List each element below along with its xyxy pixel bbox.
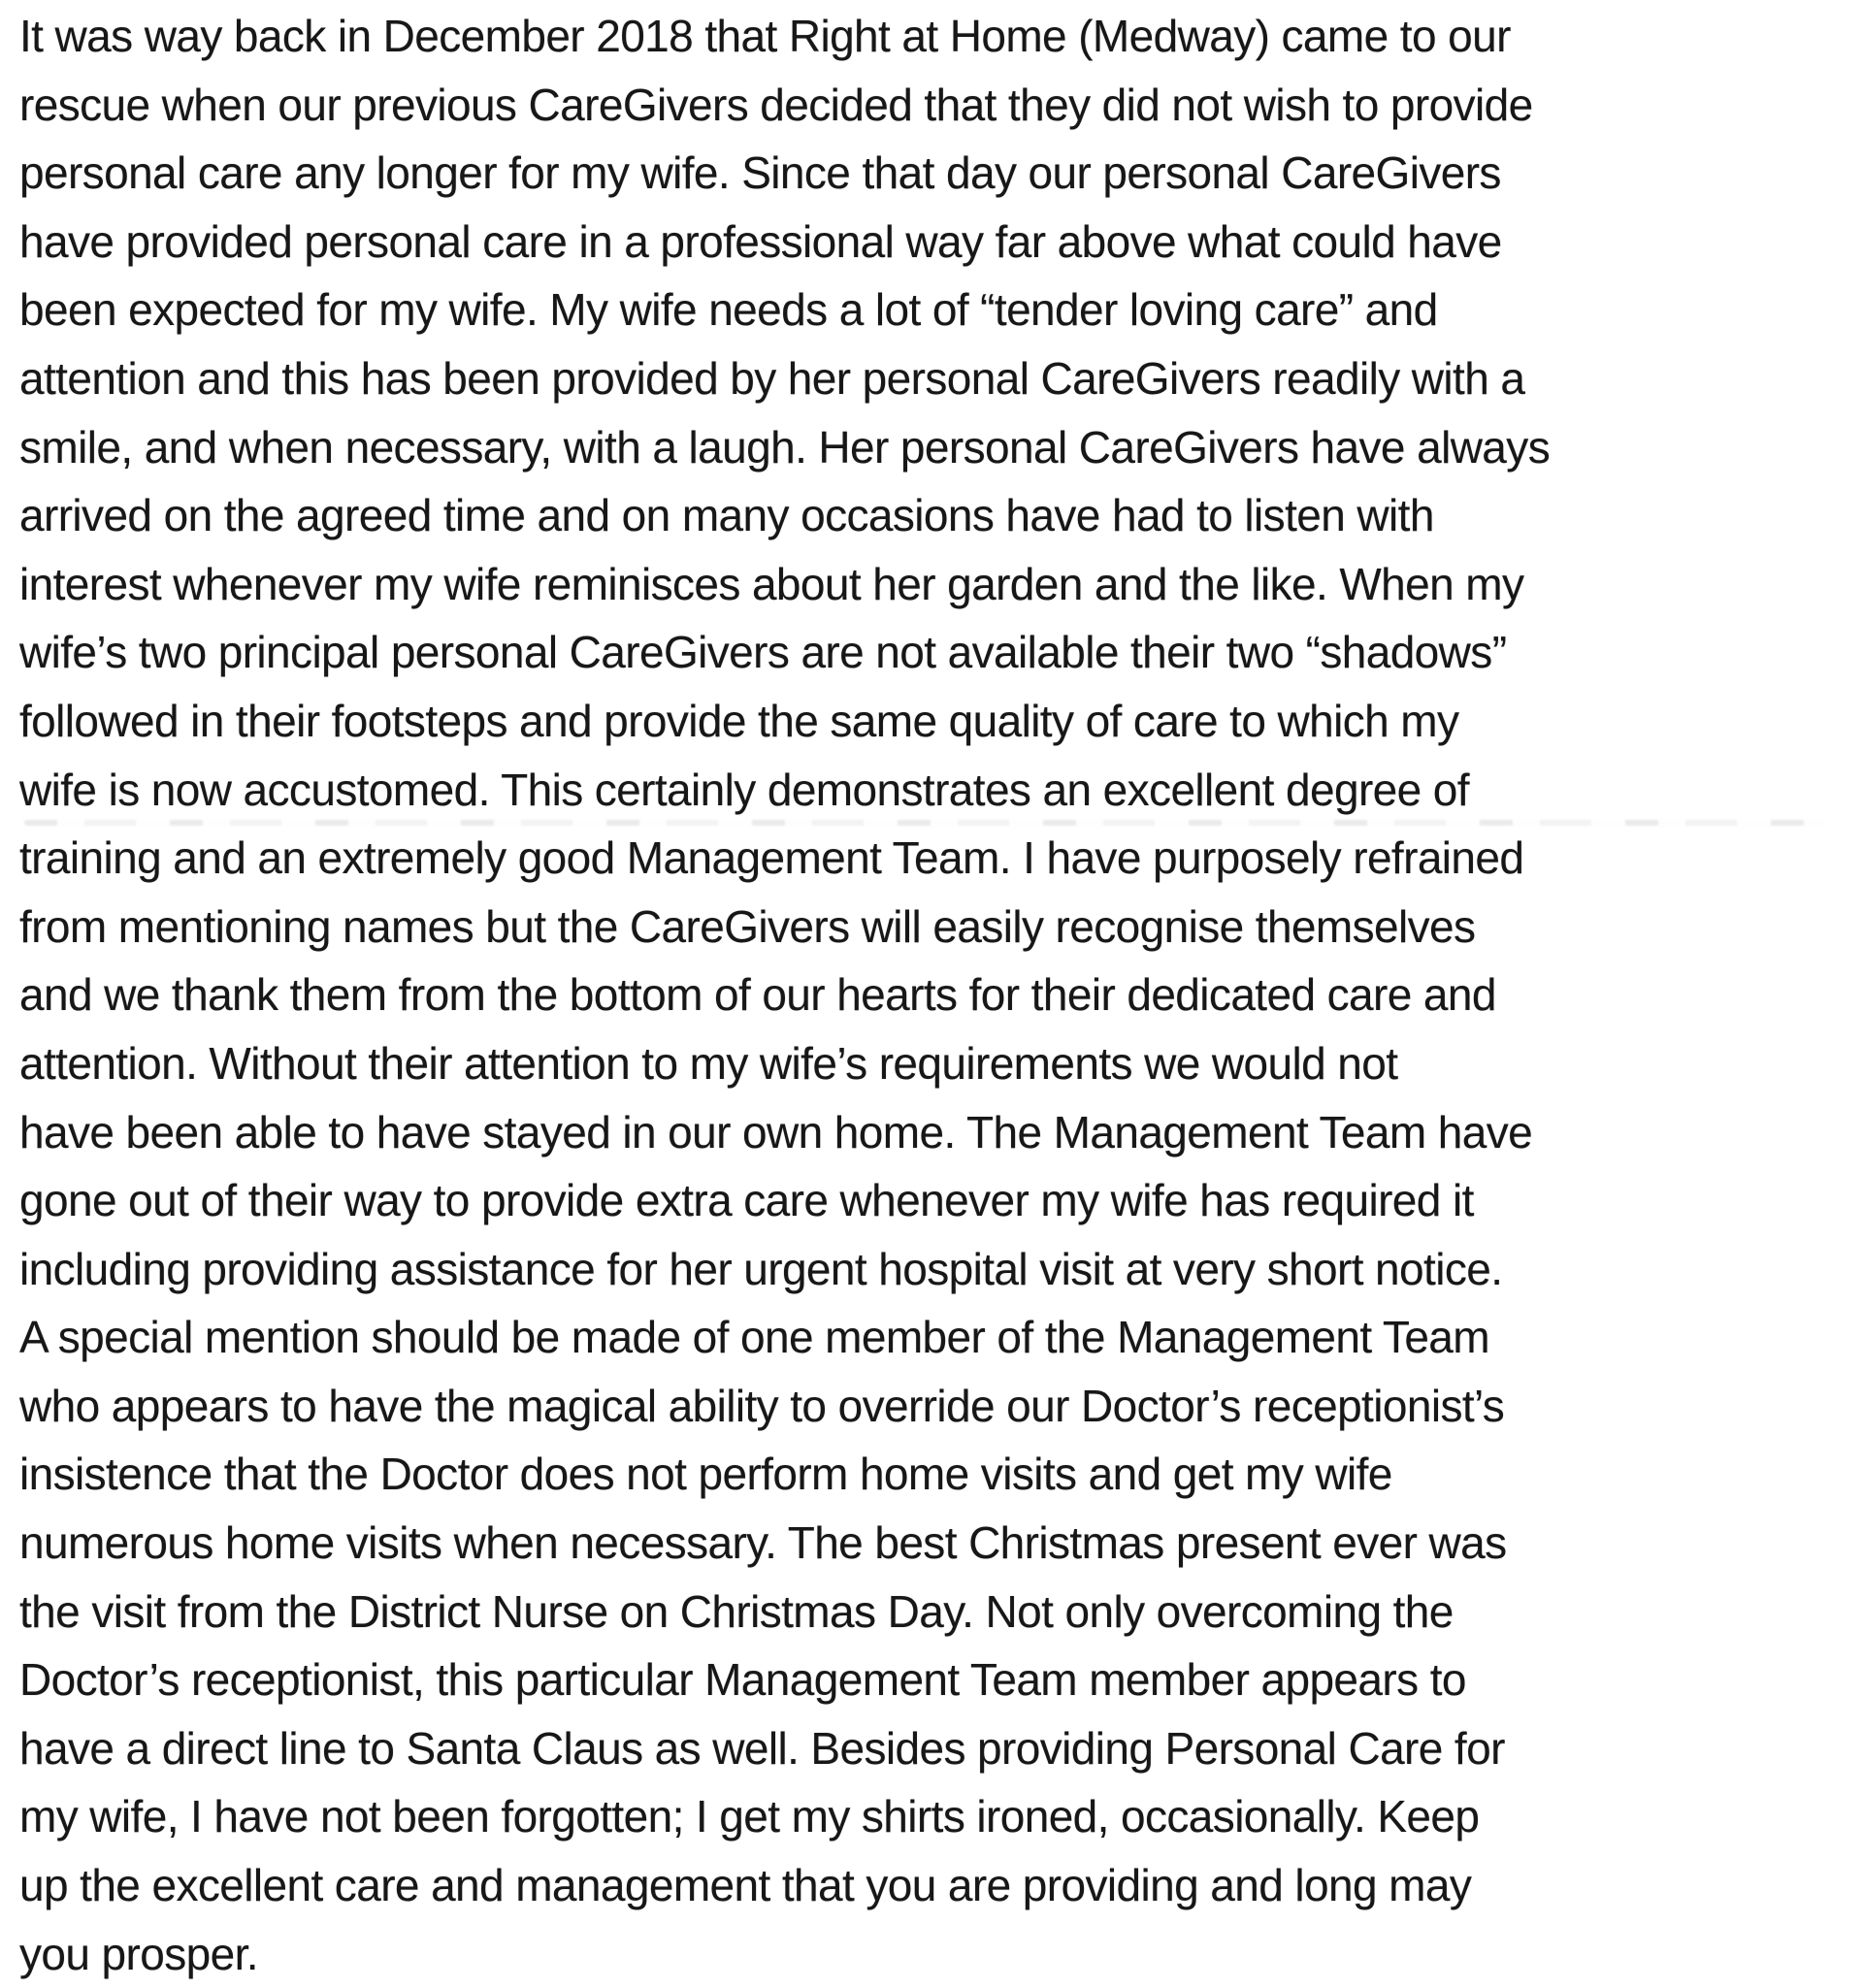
- text-line: wife is now accustomed. This certainly demonstrates an excellent degree of: [19, 764, 1469, 815]
- text-line: interest whenever my wife reminisces about her garden and the like. When my: [19, 558, 1524, 609]
- text-line: the visit from the District Nurse on Christmas Day. Not only overcoming the: [19, 1585, 1454, 1637]
- text-line: up the excellent care and management that you are providing and long may: [19, 1860, 1472, 1911]
- text-line: wife’s two principal personal CareGivers are not available their two “shadows”: [19, 627, 1507, 678]
- text-line: attention and this has been provided by her personal CareGivers readily with a: [19, 352, 1525, 404]
- text-line: smile, and when necessary, with a laugh. Her personal CareGivers have always: [19, 421, 1551, 473]
- text-line: who appears to have the magical ability to override our Doctor’s receptionist’s: [19, 1380, 1505, 1431]
- scan-smudge-artifact: [24, 820, 1824, 826]
- text-line: you prosper.: [19, 1928, 258, 1979]
- testimonial-paragraph: [19, 2, 1853, 1988]
- text-line: have a direct line to Santa Claus as well. Besides providing Personal Care for: [19, 1722, 1505, 1774]
- text-line: followed in their footsteps and provide the same quality of care to which my: [19, 695, 1459, 746]
- text-line: rescue when our previous CareGivers decided that they did not wish to provide: [19, 79, 1533, 130]
- text-line: A special mention should be made of one member of the Management Team: [19, 1312, 1490, 1363]
- text-line: insistence that the Doctor does not perform home visits and get my wife: [19, 1449, 1392, 1500]
- text-line: been expected for my wife. My wife needs a lot of “tender loving care” and: [19, 284, 1438, 336]
- text-line: have provided personal care in a professional way far above what could have: [19, 215, 1502, 267]
- text-line: including providing assistance for her urgent hospital visit at very short notice.: [19, 1243, 1503, 1294]
- text-line: attention. Without their attention to my wife’s requirements we would not: [19, 1037, 1398, 1089]
- text-line: and we thank them from the bottom of our hearts for their dedicated care and: [19, 969, 1496, 1021]
- text-line: training and an extremely good Management Team. I have purposely refrained: [19, 832, 1524, 884]
- text-line: personal care any longer for my wife. Since that day our personal CareGivers: [19, 147, 1501, 199]
- text-line: from mentioning names but the CareGivers will easily recognise themselves: [19, 900, 1476, 952]
- text-line: my wife, I have not been forgotten; I get my shirts ironed, occasionally. Keep: [19, 1791, 1480, 1842]
- text-line: have been able to have stayed in our own home. The Management Team have: [19, 1106, 1533, 1157]
- text-line: arrived on the agreed time and on many occasions have had to listen with: [19, 490, 1434, 541]
- text-line: Doctor’s receptionist, this particular Management Team member appears to: [19, 1654, 1466, 1706]
- text-line: numerous home visits when necessary. The best Christmas present ever was: [19, 1517, 1507, 1569]
- text-line: It was way back in December 2018 that Right at Home (Medway) came to our: [19, 11, 1511, 61]
- text-line: gone out of their way to provide extra care whenever my wife has required it: [19, 1175, 1474, 1226]
